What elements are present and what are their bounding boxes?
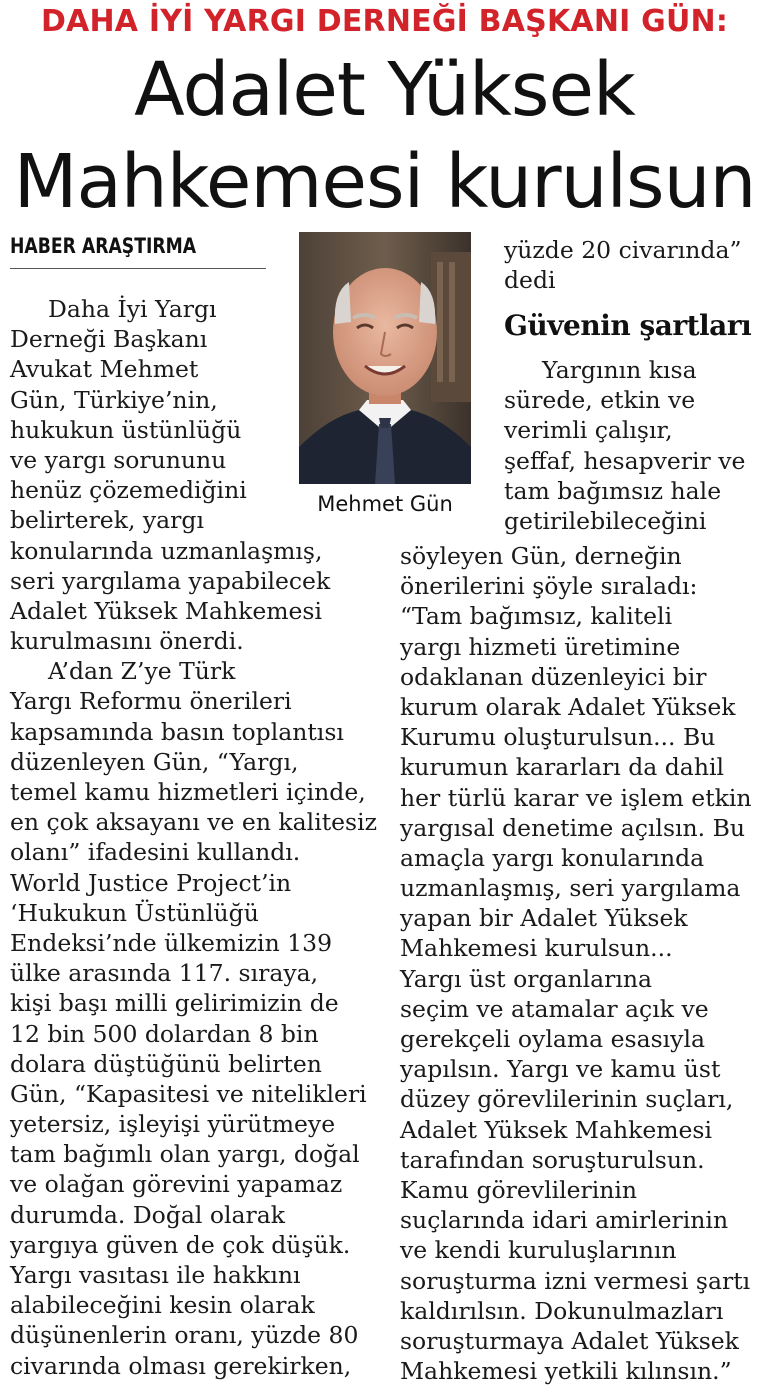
text-line: Yargı üst organlarına xyxy=(400,964,653,993)
text-line: ‘Hukukun Üstünlüğü xyxy=(10,898,259,927)
text-line: A’dan Z’ye Türk xyxy=(48,657,236,686)
text-line: Avukat Mehmet xyxy=(10,355,199,384)
text-line: hukukun üstünlüğü xyxy=(10,415,242,444)
text-line: ve kendi kuruluşlarının xyxy=(400,1236,677,1265)
subheading: Güvenin şartları xyxy=(504,309,752,342)
text-line: belirterek, yargı xyxy=(10,506,204,535)
headline-line-2: Mahkemesi kurulsun xyxy=(13,139,756,225)
text-line: soruşturma izni vermesi şartı xyxy=(400,1266,751,1295)
text-line: tam bağımsız hale xyxy=(504,476,722,505)
text-line: Endeksi’nde ülkemizin 139 xyxy=(10,928,333,957)
text-line: durumda. Doğal olarak xyxy=(10,1200,286,1229)
text-line: World Justice Project’in xyxy=(10,868,292,897)
photo-caption: Mehmet Gün xyxy=(317,492,453,516)
text-line: Adalet Yüksek Mahkemesi xyxy=(10,596,323,625)
text-line: yetersiz, işleyişi yürütmeye xyxy=(10,1110,336,1139)
text-line: Yargının kısa xyxy=(542,356,697,384)
text-line: getirilebileceğini xyxy=(504,506,707,535)
text-line: seri yargılama yapabilecek xyxy=(10,566,331,595)
text-line: 12 bin 500 dolardan 8 bin xyxy=(10,1019,319,1048)
text-line: yargısal denetime açılsın. Bu xyxy=(400,813,746,842)
text-line: sürede, etkin ve xyxy=(504,386,696,415)
text-line: ve yargı sorununu xyxy=(10,445,227,474)
text-line: “Tam bağımsız, kaliteli xyxy=(400,602,673,631)
headline xyxy=(0,44,769,228)
text-line: tarafından soruşturulsun. xyxy=(400,1145,705,1174)
text-line: kapsamında basın toplantısı xyxy=(10,717,344,746)
text-line: kurumun kararları da dahil xyxy=(400,753,724,782)
text-line: düşünenlerin oranı, yüzde 80 xyxy=(10,1321,359,1350)
text-line: her türlü karar ve işlem etkin xyxy=(400,783,752,812)
article-column-2-top xyxy=(504,235,742,295)
text-line: önerilerini şöyle sıraladı: xyxy=(400,572,698,601)
text-line: Adalet Yüksek Mahkemesi xyxy=(400,1115,713,1144)
text-line: yüzde 20 civarında” xyxy=(504,236,742,264)
text-line: Daha İyi Yargı xyxy=(48,295,217,323)
text-line: Gün, “Kapasitesi ve nitelikleri xyxy=(10,1079,367,1108)
text-line: odaklanan düzenleyici bir xyxy=(400,662,707,691)
text-line: en çok aksayanı ve en kalitesiz xyxy=(10,808,378,837)
text-line: temel kamu hizmetleri içinde, xyxy=(10,778,366,806)
text-line: yapılsın. Yargı ve kamu üst xyxy=(400,1055,721,1084)
text-line: uzmanlaşmış, seri yargılama xyxy=(400,874,741,903)
text-line: henüz çözemediğini xyxy=(10,476,247,505)
text-line: Yargı vasıtası ile hakkını xyxy=(10,1261,301,1289)
text-line: alabileceğini kesin olarak xyxy=(10,1291,315,1320)
text-line: Gün, Türkiye’nin, xyxy=(10,385,218,414)
article-column-1 xyxy=(10,294,377,1381)
text-line: civarında olması gerekirken, xyxy=(10,1351,352,1380)
text-line: kurulmasını önerdi. xyxy=(10,627,244,656)
text-line: Mahkemesi kurulsun... xyxy=(400,934,673,963)
text-line: yapan bir Adalet Yüksek xyxy=(400,904,688,933)
text-line: ülke arasında 117. sıraya, xyxy=(10,959,319,988)
text-line: Derneği Başkanı xyxy=(10,325,208,354)
headline-line-1: Adalet Yüksek xyxy=(134,47,635,133)
byline: HABER ARAŞTIRMA xyxy=(10,234,197,258)
text-line: kaldırılsın. Dokunulmazları xyxy=(400,1296,724,1325)
text-line: düzenleyen Gün, “Yargı, xyxy=(10,747,299,776)
text-line: Mahkemesi yetkili kılınsın.” xyxy=(400,1357,732,1386)
text-line: gerekçeli oylama esasıyla xyxy=(400,1025,705,1053)
text-line: ve olağan görevini yapamaz xyxy=(10,1170,343,1199)
byline-rule xyxy=(10,268,266,269)
text-line: suçlarında idari amirlerinin xyxy=(400,1206,729,1235)
text-line: düzey görevlilerinin suçları, xyxy=(400,1085,734,1114)
text-line: dedi xyxy=(504,266,556,295)
text-line: Kurumu oluşturulsun... Bu xyxy=(400,723,716,752)
text-line: amaçla yargı konularında xyxy=(400,843,705,872)
text-line: seçim ve atamalar açık ve xyxy=(400,994,709,1023)
text-line: söyleyen Gün, derneğin xyxy=(400,542,682,570)
text-line: kişi başı milli gelirimizin de xyxy=(10,989,339,1018)
text-line: yargıya güven de çok düşük. xyxy=(10,1230,351,1259)
text-line: olanı” ifadesini kullandı. xyxy=(10,838,301,867)
text-line: Kamu görevlilerinin xyxy=(400,1175,638,1204)
text-line: şeffaf, hesapverir ve xyxy=(504,446,746,475)
text-line: yargı hizmeti üretimine xyxy=(400,632,681,661)
text-line: konularında uzmanlaşmış, xyxy=(10,536,323,565)
text-line: dolara düştüğünü belirten xyxy=(10,1049,322,1078)
text-line: soruşturmaya Adalet Yüksek xyxy=(400,1326,739,1355)
text-line: verimli çalışır, xyxy=(504,416,673,445)
kicker: DAHA İYİ YARGI DERNEĞİ BAŞKANI GÜN: xyxy=(40,4,729,39)
article-column-2-body xyxy=(504,355,745,536)
text-line: Yargı Reformu önerileri xyxy=(10,687,292,716)
text-line: kurum olarak Adalet Yüksek xyxy=(400,692,736,721)
article-column-3 xyxy=(400,541,752,1386)
text-line: tam bağımlı olan yargı, doğal xyxy=(10,1140,360,1169)
